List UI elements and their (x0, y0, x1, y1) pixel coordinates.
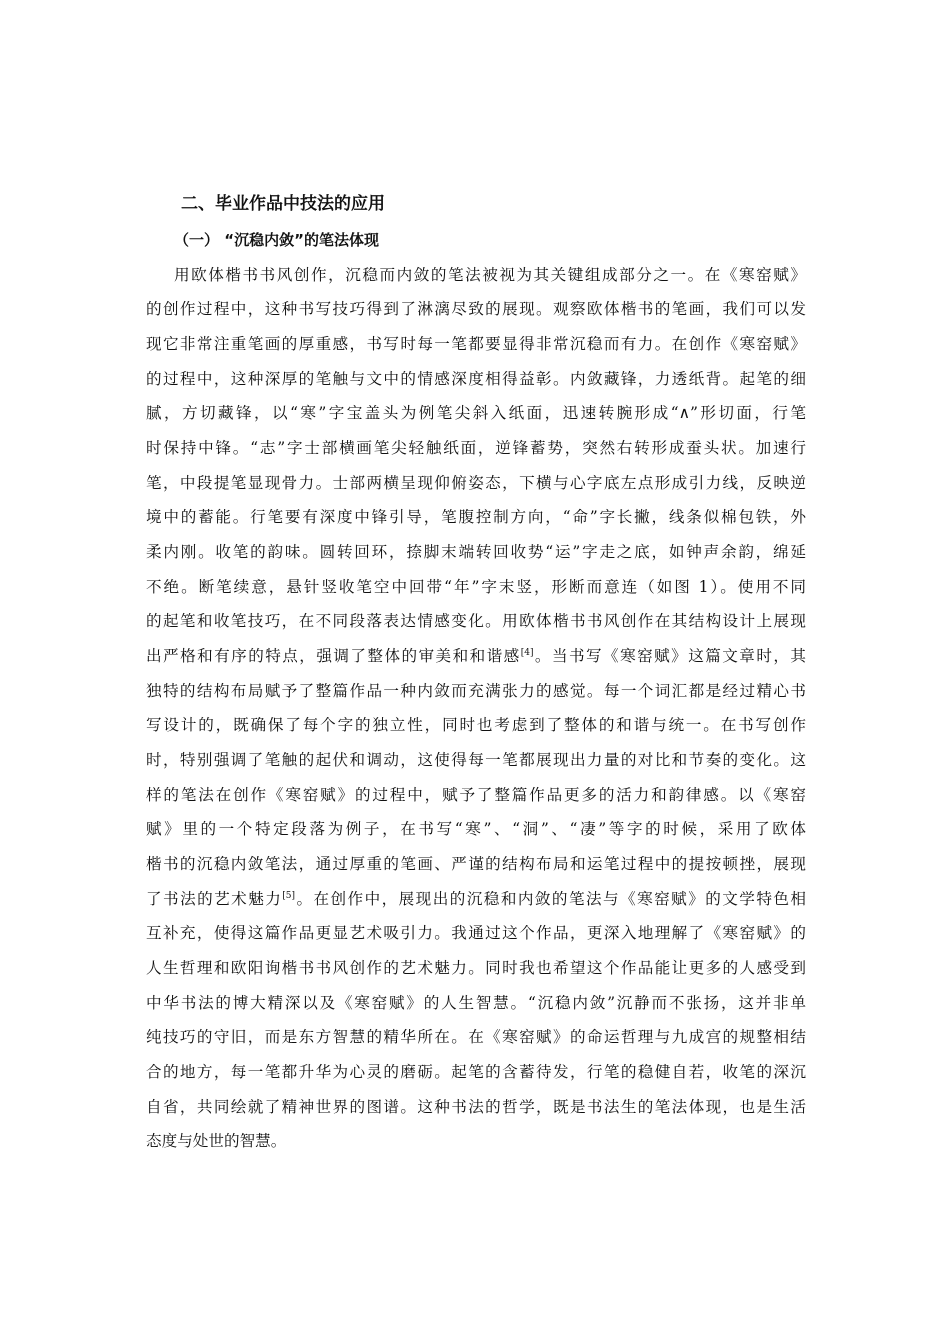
paragraph-line: 腻，方切藏锋，以“寒”字宝盖头为例笔尖斜入纸面，迅速转腕形成“∧”形切面，行笔 (146, 404, 806, 422)
paragraph-line: 赋》里的一个特定段落为例子，在书写“寒”、“洞”、“凄”等字的时候，采用了欧体 (146, 820, 806, 838)
line-text: 出严格和有序的特点，强调了整体的审美和和谐感 (146, 647, 521, 665)
paragraph-line: 楷书的沉稳内敛笔法，通过厚重的笔画、严谨的结构布局和运笔过程中的提按顿挫，展现 (146, 855, 806, 873)
paragraph-line: 合的地方，每一笔都升华为心灵的磨砺。起笔的含蓄待发，行笔的稳健自若，收笔的深沉 (146, 1063, 806, 1081)
citation-ref-4: [4] (520, 648, 534, 658)
paragraph-line: 时保持中锋。“志”字士部横画笔尖轻触纸面，逆锋蓄势，突然右转形成蚕头状。加速行 (146, 439, 806, 457)
line-text: 了书法的艺术魅力 (146, 890, 283, 908)
line-text: 。在创作中，展现出的沉稳和内敛的笔法与《寒窑赋》的文学特色相 (295, 890, 806, 908)
paragraph-line: 纯技巧的守旧，而是东方智慧的精华所在。在《寒窑赋》的命运哲理与九成宫的规整相结 (146, 1028, 806, 1046)
paragraph-line: 自省，共同绘就了精神世界的图谱。这种书法的哲学，既是书法生的笔法体现，也是生活 (146, 1098, 806, 1116)
paragraph-line: 用欧体楷书书风创作，沉稳而内敛的笔法被视为其关键组成部分之一。在《寒窑赋》 (174, 266, 806, 284)
paragraph-line: 独特的结构布局赋予了整篇作品一种内敛而充满张力的感觉。每一个词汇都是经过精心书 (146, 682, 806, 700)
paragraph-line: 时，特别强调了笔触的起伏和调动，这使得每一笔都展现出力量的对比和节奏的变化。这 (146, 751, 806, 769)
paragraph-line: 人生哲理和欧阳询楷书书风创作的艺术魅力。同时我也希望这个作品能让更多的人感受到 (146, 959, 806, 977)
citation-ref-5: [5] (282, 891, 296, 901)
paragraph-line: 写设计的，既确保了每个字的独立性，同时也考虑到了整体的和谐与统一。在书写创作 (146, 716, 806, 734)
paragraph-line: 互补充，使得这篇作品更显艺术吸引力。我通过这个作品，更深入地理解了《寒窑赋》的 (146, 924, 806, 942)
paragraph-line: 中华书法的博大精深以及《寒窑赋》的人生智慧。“沉稳内敛”沉静而不张扬，这并非单 (146, 994, 806, 1012)
paragraph-line: 的起笔和收笔技巧，在不同段落表达情感变化。用欧体楷书书风创作在其结构设计上展现 (146, 612, 806, 630)
paragraph-line: 不绝。断笔续意，悬针竖收笔空中回带“年”字末竖，形断而意连（如图 1）。使用不同 (146, 578, 806, 596)
paragraph-line-with-citation (146, 887, 806, 911)
paragraph-line: 现它非常注重笔画的厚重感，书写时每一笔都要显得非常沉稳而有力。在创作《寒窑赋》 (146, 335, 806, 353)
paragraph-line: 的创作过程中，这种书写技巧得到了淋漓尽致的展现。观察欧体楷书的笔画，我们可以发 (146, 300, 806, 318)
section-heading: 二、毕业作品中技法的应用 (181, 194, 385, 214)
paragraph-line-with-citation (146, 644, 806, 668)
paragraph-line: 柔内刚。收笔的韵味。圆转回环，捺脚末端转回收势“运”字走之底，如钟声余韵，绵延 (146, 543, 806, 561)
paragraph-line: 态度与处世的智慧。 (146, 1132, 287, 1150)
paragraph-line: 的过程中，这种深厚的笔触与文中的情感深度相得益彰。内敛藏锋，力透纸背。起笔的细 (146, 370, 806, 388)
paragraph-line: 样的笔法在创作《寒窑赋》的过程中，赋予了整篇作品更多的活力和韵律感。以《寒窑 (146, 786, 806, 804)
paragraph-line: 笔，中段提笔显现骨力。士部两横呈现仰俯姿态，下横与心字底左点形成引力线，反映逆 (146, 474, 806, 492)
line-text: 。当书写《寒窑赋》这篇文章时，其 (533, 647, 806, 665)
sub-heading: （一） “沉稳内敛”的笔法体现 (174, 231, 379, 249)
paragraph-line: 境中的蓄能。行笔要有深度中锋引导，笔腹控制方向，“命”字长撇，线条似棉包铁，外 (146, 508, 806, 526)
